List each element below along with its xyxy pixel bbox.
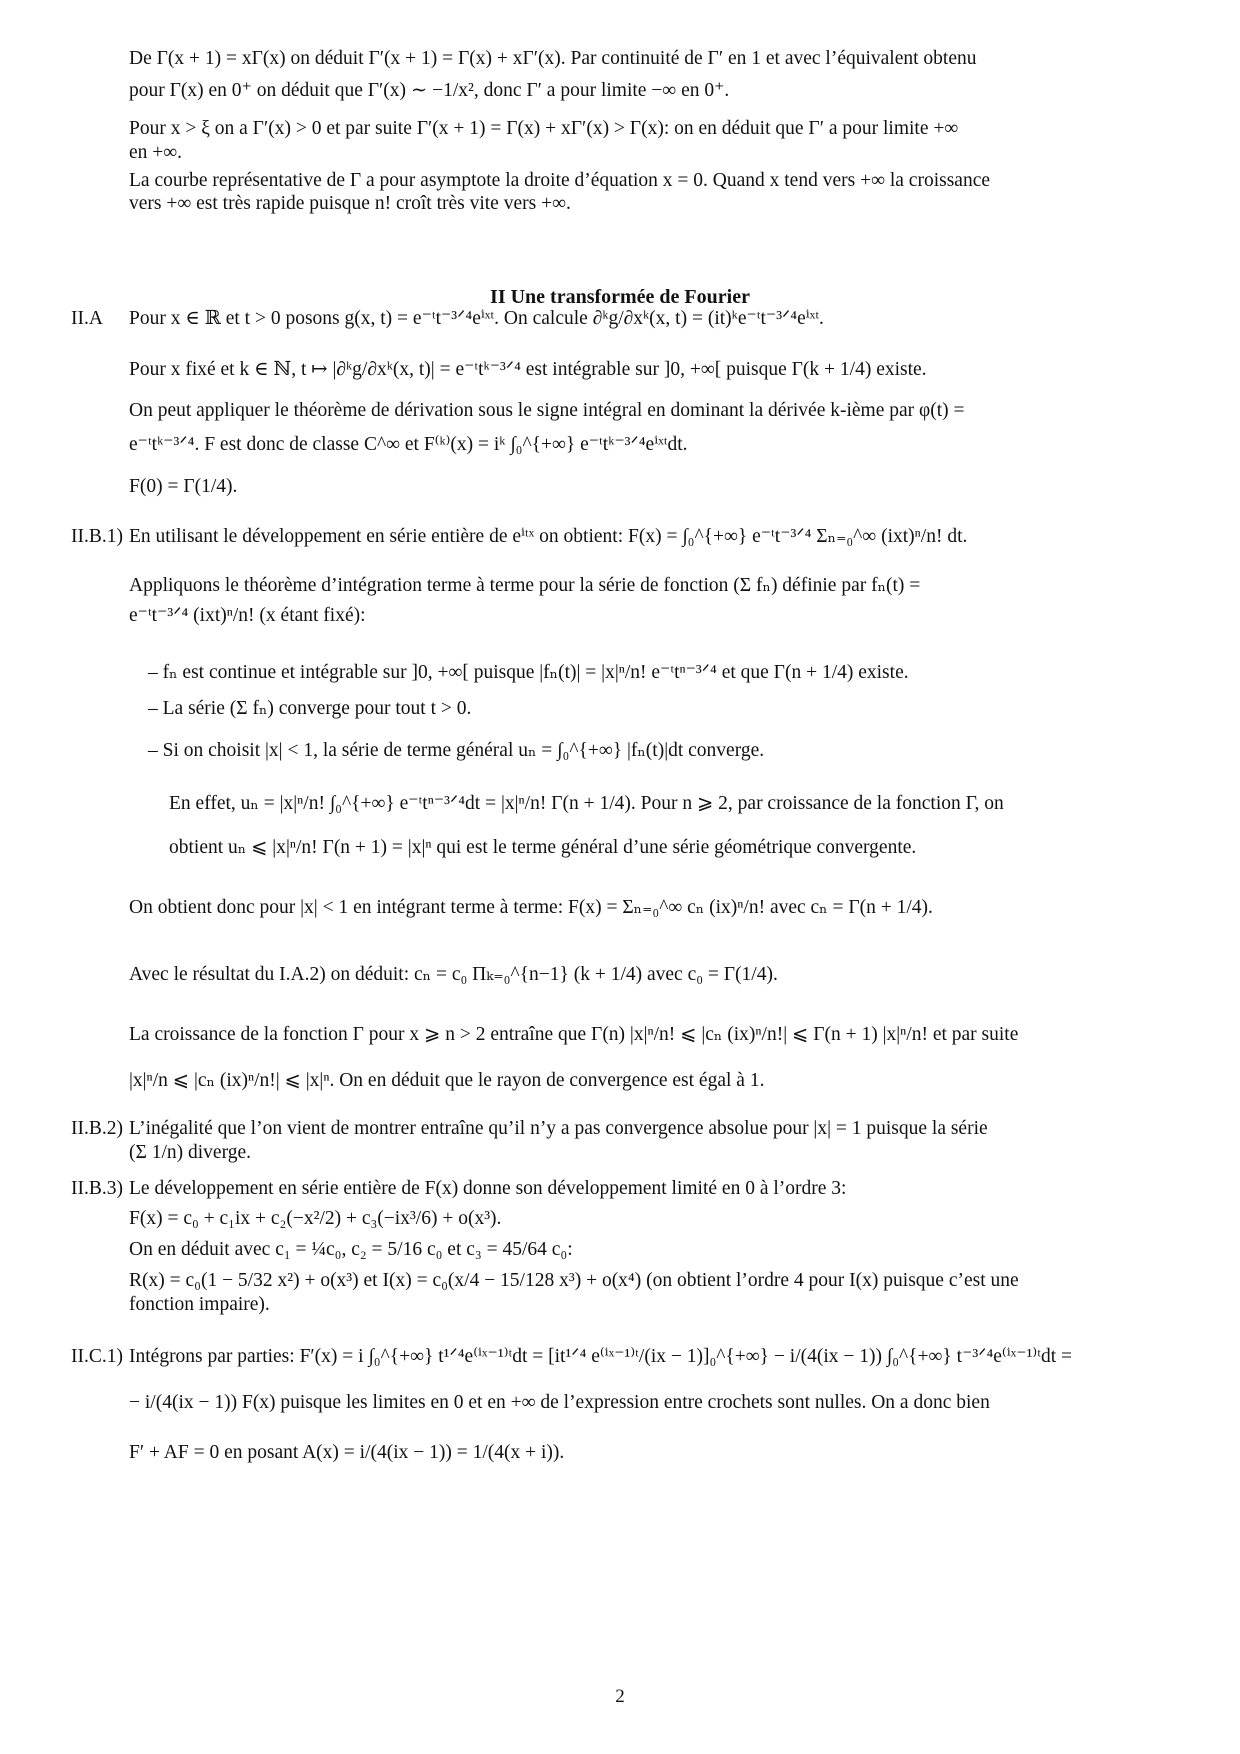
paragraph-line: La courbe représentative de Γ a pour asymptote la droite d’équation x = 0. Quand x tend vers +∞ la croissance: [129, 170, 990, 191]
item-label: II.B.3): [71, 1178, 123, 1199]
paragraph-line: F′ + AF = 0 en posant A(x) = i/(4(ix − 1)) = 1/(4(x + i)).: [129, 1442, 565, 1463]
paragraph-line: La croissance de la fonction Γ pour x ⩾ n > 2 entraîne que Γ(n) |x|ⁿ/n! ⩽ |cₙ (ix)ⁿ/n!| ⩽ Γ(n + 1) |x|ⁿ/n! et par suite: [129, 1024, 1019, 1045]
paragraph-line: vers +∞ est très rapide puisque n! croît très vite vers +∞.: [129, 193, 571, 214]
paragraph-line: obtient uₙ ⩽ |x|ⁿ/n! Γ(n + 1) = |x|ⁿ qui est le terme général d’une série géométrique convergente.: [169, 837, 917, 858]
paragraph-line: e⁻ᵗt⁻³ᐟ⁴ (ixt)ⁿ/n! (x étant fixé):: [129, 605, 366, 626]
paragraph-line: F(0) = Γ(1/4).: [129, 476, 238, 497]
paragraph-line: fonction impaire).: [129, 1294, 270, 1315]
paragraph-line: (Σ 1/n) diverge.: [129, 1142, 251, 1163]
paragraph-line: F(x) = c₀ + c₁ix + c₂(−x²/2) + c₃(−ix³/6) + o(x³).: [129, 1208, 502, 1229]
item-label: II.B.1): [71, 526, 123, 547]
list-item: – fₙ est continue et intégrable sur ]0, +∞[ puisque |fₙ(t)| = |x|ⁿ/n! e⁻ᵗtⁿ⁻³ᐟ⁴ et que Γ(n + 1/4) existe.: [148, 662, 909, 683]
paragraph-line: Appliquons le théorème d’intégration terme à terme pour la série de fonction (Σ fₙ) définie par fₙ(t) =: [129, 575, 921, 596]
paragraph-line: On en déduit avec c₁ = ¼c₀, c₂ = 5/16 c₀ et c₃ = 45/64 c₀:: [129, 1239, 573, 1260]
paragraph-line: Pour x fixé et k ∈ ℕ, t ↦ |∂ᵏg/∂xᵏ(x, t)| = e⁻ᵗtᵏ⁻³ᐟ⁴ est intégrable sur ]0, +∞[ puisque Γ(k + 1/4) existe.: [129, 359, 927, 380]
paragraph-line: en +∞.: [129, 142, 183, 163]
paragraph-line: Pour x ∈ ℝ et t > 0 posons g(x, t) = e⁻ᵗt⁻³ᐟ⁴eⁱˣᵗ. On calcule ∂ᵏg/∂xᵏ(x, t) = (it)ᵏe⁻ᵗt⁻³ᐟ⁴eⁱˣᵗ.: [129, 308, 824, 329]
paragraph-line: − i/(4(ix − 1)) F(x) puisque les limites en 0 et en +∞ de l’expression entre crochets sont nulles. On a donc bien: [129, 1392, 990, 1413]
paragraph-line: |x|ⁿ/n ⩽ |cₙ (ix)ⁿ/n!| ⩽ |x|ⁿ. On en déduit que le rayon de convergence est égal à 1.: [129, 1070, 765, 1091]
paragraph-line: e⁻ᵗtᵏ⁻³ᐟ⁴. F est donc de classe C^∞ et F⁽ᵏ⁾(x) = iᵏ ∫₀^{+∞} e⁻ᵗtᵏ⁻³ᐟ⁴eⁱˣᵗdt.: [129, 434, 688, 455]
paragraph-line: On peut appliquer le théorème de dérivation sous le signe intégral en dominant la dérivée k-ième par φ(t) =: [129, 400, 965, 421]
paragraph-line: En utilisant le développement en série entière de eⁱᵗˣ on obtient: F(x) = ∫₀^{+∞} e⁻ᵗt⁻³ᐟ⁴ Σₙ₌₀^∞ (ixt)ⁿ/n! dt.: [129, 526, 968, 547]
item-label: II.A: [71, 308, 103, 329]
paragraph-line: De Γ(x + 1) = xΓ(x) on déduit Γ′(x + 1) = Γ(x) + xΓ′(x). Par continuité de Γ′ en 1 et avec l’équivalent obtenu: [129, 48, 977, 69]
paragraph-line: pour Γ(x) en 0⁺ on déduit que Γ′(x) ∼ −1/x², donc Γ′ a pour limite −∞ en 0⁺.: [129, 80, 730, 101]
page-number: 2: [615, 1686, 625, 1707]
item-label: II.C.1): [71, 1346, 123, 1367]
item-label: II.B.2): [71, 1118, 123, 1139]
paragraph-line: Pour x > ξ on a Γ′(x) > 0 et par suite Γ′(x + 1) = Γ(x) + xΓ′(x) > Γ(x): on en déduit que Γ′ a pour limite +∞: [129, 118, 959, 139]
list-item: – La série (Σ fₙ) converge pour tout t > 0.: [148, 698, 472, 719]
list-item: – Si on choisit |x| < 1, la série de terme général uₙ = ∫₀^{+∞} |fₙ(t)|dt converge.: [148, 740, 765, 761]
paragraph-line: Intégrons par parties: F′(x) = i ∫₀^{+∞} t¹ᐟ⁴e⁽ⁱˣ⁻¹⁾ᵗdt = [it¹ᐟ⁴ e⁽ⁱˣ⁻¹⁾ᵗ/(ix − 1)]₀^{+∞} − i/(4(ix − 1)) ∫₀^{+∞} t⁻³ᐟ⁴e⁽ⁱˣ⁻¹⁾ᵗdt =: [129, 1346, 1072, 1367]
paragraph-line: En effet, uₙ = |x|ⁿ/n! ∫₀^{+∞} e⁻ᵗtⁿ⁻³ᐟ⁴dt = |x|ⁿ/n! Γ(n + 1/4). Pour n ⩾ 2, par croissance de la fonction Γ, on: [169, 793, 1004, 814]
paragraph-line: Avec le résultat du I.A.2) on déduit: cₙ = c₀ Πₖ₌₀^{n−1} (k + 1/4) avec c₀ = Γ(1/4).: [129, 964, 778, 985]
paragraph-line: L’inégalité que l’on vient de montrer entraîne qu’il n’y a pas convergence absolue pour |x| = 1 puisque la série: [129, 1118, 988, 1139]
paragraph-line: R(x) = c₀(1 − 5/32 x²) + o(x³) et I(x) = c₀(x/4 − 15/128 x³) + o(x⁴) (on obtient l’ordre 4 pour I(x) puisque c’est une: [129, 1270, 1019, 1291]
section-title: II Une transformée de Fourier: [490, 286, 750, 308]
paragraph-line: Le développement en série entière de F(x) donne son développement limité en 0 à l’ordre 3:: [129, 1178, 847, 1199]
paragraph-line: On obtient donc pour |x| < 1 en intégrant terme à terme: F(x) = Σₙ₌₀^∞ cₙ (ix)ⁿ/n! avec cₙ = Γ(n + 1/4).: [129, 897, 933, 918]
